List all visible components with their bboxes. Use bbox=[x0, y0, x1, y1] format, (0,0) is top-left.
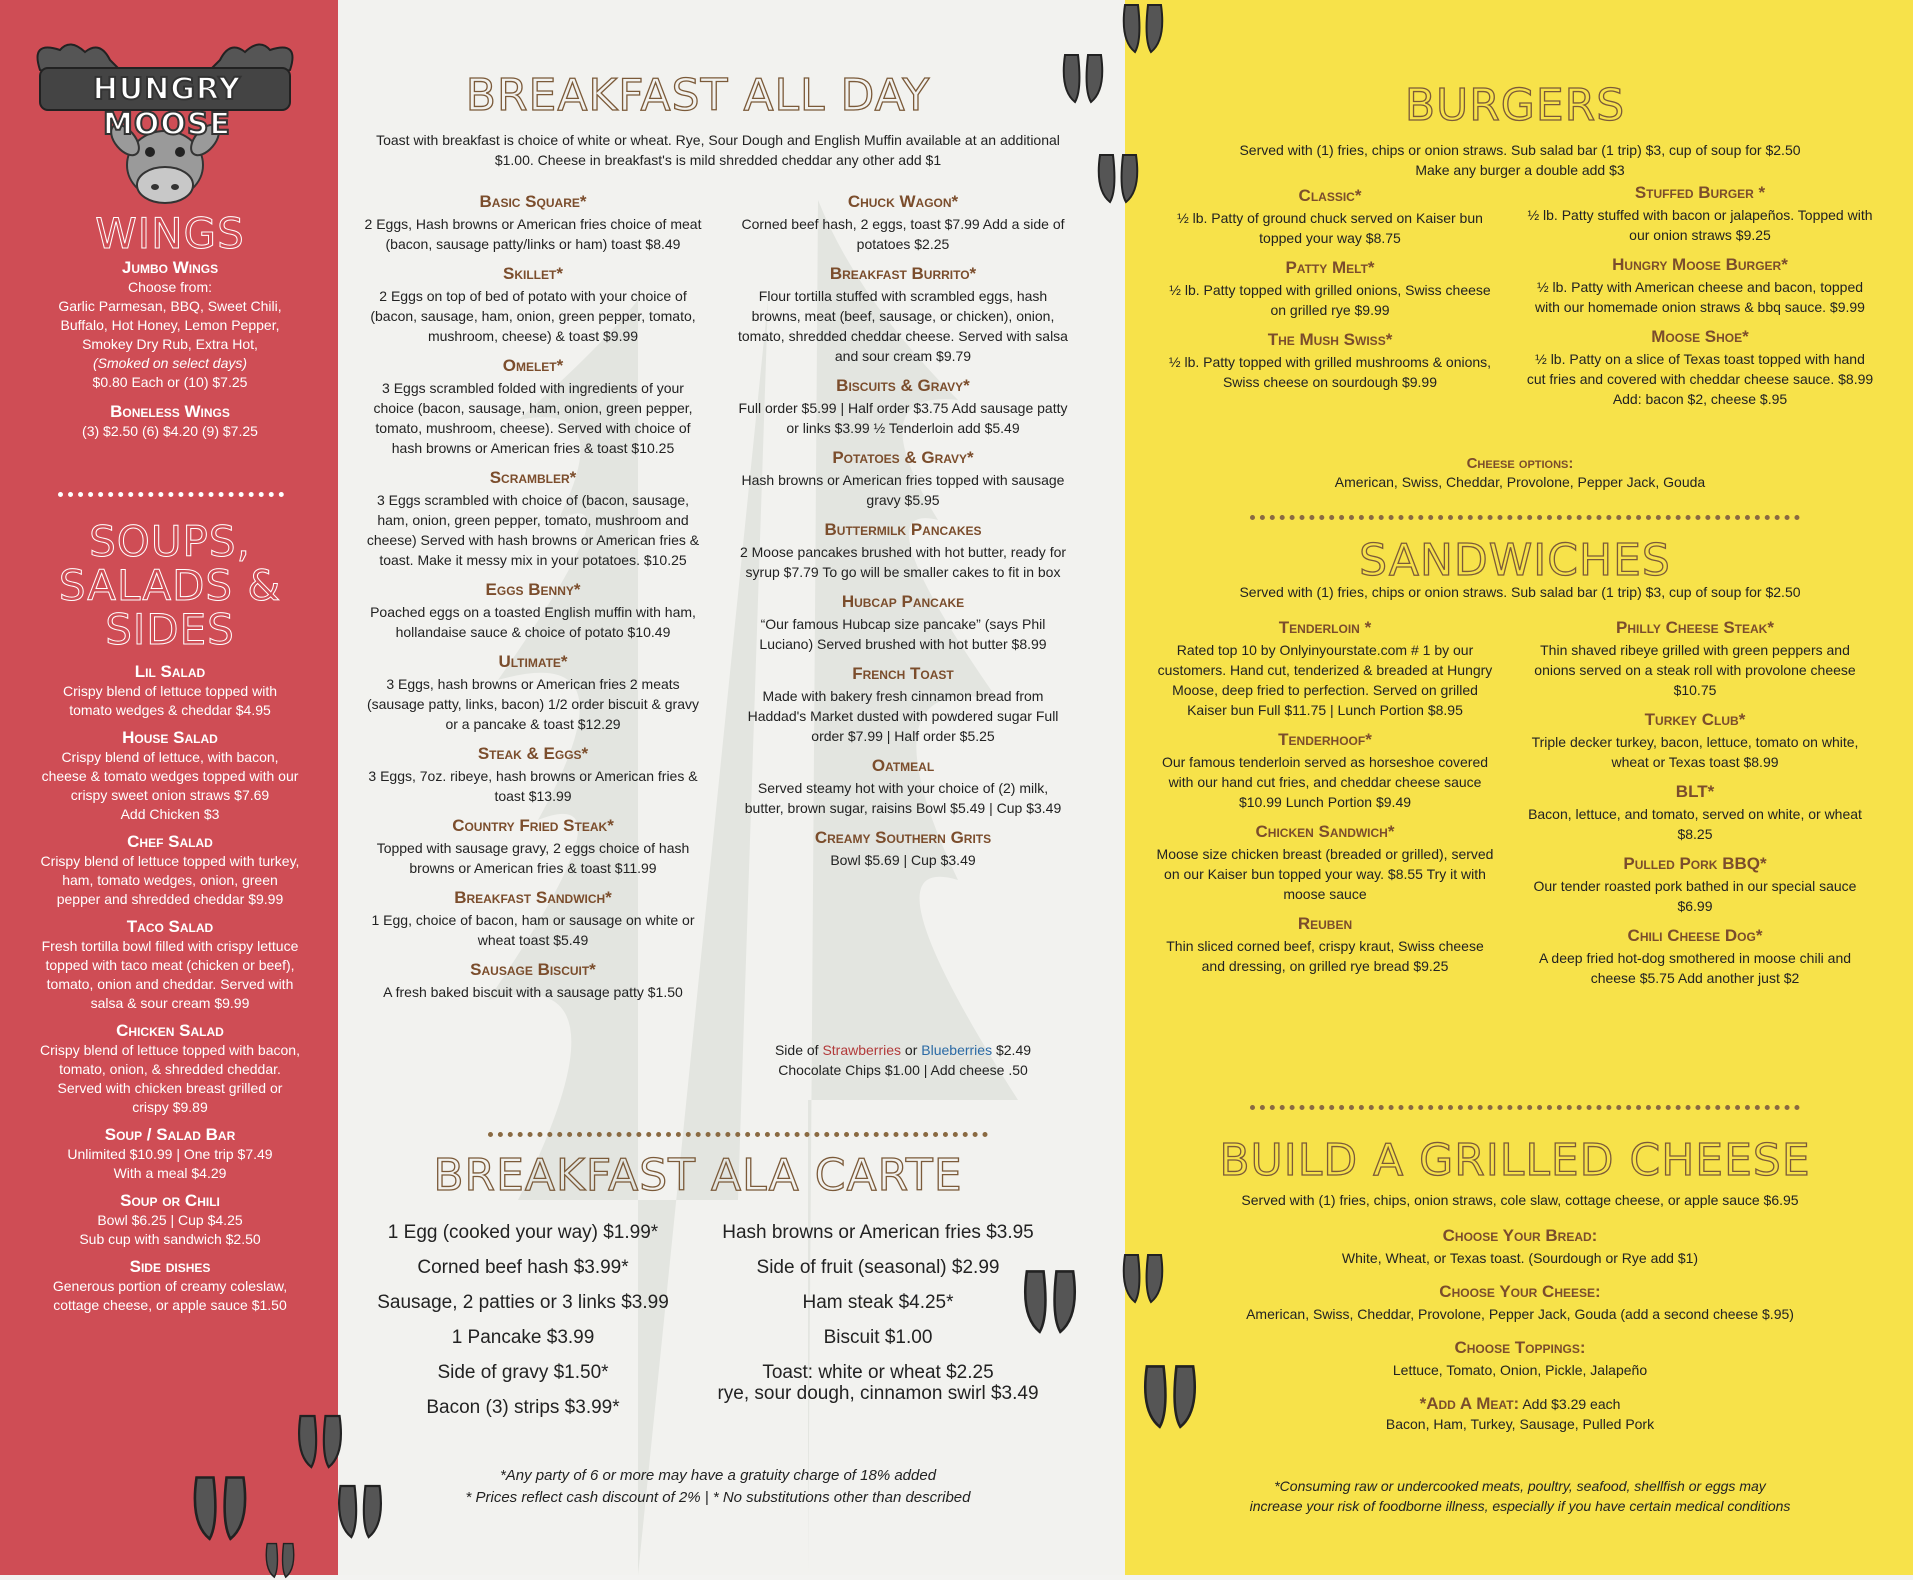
moose-track-icon bbox=[255, 1540, 305, 1580]
ala-carte-item: Hash browns or American fries $3.95 bbox=[722, 1222, 1034, 1243]
burger-item-description: ½ lb. Patty of ground chuck served on Kaiser bun topped your way $8.75 bbox=[1177, 210, 1483, 246]
sandwich-item-name: Tenderhoof* bbox=[1278, 730, 1372, 749]
hungry-moose-logo bbox=[30, 40, 300, 200]
ala-carte-item: Toast: white or wheat $2.25 bbox=[762, 1362, 994, 1383]
divider bbox=[1250, 1105, 1800, 1110]
breakfast-item-name: Sausage Biscuit* bbox=[470, 960, 596, 979]
breakfast-item-description: 2 Eggs on top of bed of potato with your choice of (bacon, sausage, ham, onion, green pepper, tomato, mushroom, cheese) & toast $9.99 bbox=[370, 288, 696, 344]
menu-item-description: Crispy blend of lettuce topped with turkey, ham, tomato wedges, onion, green pepper and shredded cheddar $9.99 bbox=[40, 853, 300, 908]
burgers-column-1 bbox=[1165, 186, 1495, 392]
menu-item-description: Fresh tortilla bowl filled with crispy lettuce topped with taco meat (chicken or beef), tomato, onion and cheddar. Served with salsa & sour cream $9.99 bbox=[41, 938, 299, 1012]
sandwiches-column-1 bbox=[1155, 618, 1495, 976]
breakfast-item-description: 2 Eggs, Hash browns or American fries choice of meat (bacon, sausage patty/links or ham) toast $8.49 bbox=[364, 216, 702, 252]
soups-title-line-1: SOUPS, bbox=[89, 517, 251, 566]
ala-carte-item: Sausage, 2 patties or 3 links $3.99 bbox=[377, 1292, 669, 1313]
sandwich-item-name: Turkey Club* bbox=[1644, 710, 1746, 729]
sandwich-item-description: Moose size chicken breast (breaded or grilled), served on our Kaiser bun topped your way. $8.55 Try it with moose sauce bbox=[1156, 846, 1494, 902]
breakfast-item-description: “Our famous Hubcap size pancake” (says Phil Luciano) Served brushed with hot butter $8.99 bbox=[759, 616, 1047, 652]
burger-item-name: Classic* bbox=[1298, 186, 1362, 205]
sandwich-item-description: Bacon, lettuce, and tomato, served on white, or wheat $8.25 bbox=[1528, 806, 1862, 842]
breakfast-all-day-title: BREAKFAST ALL DAY bbox=[465, 70, 931, 121]
wings-section bbox=[40, 209, 300, 441]
menu-item-description: Crispy blend of lettuce topped with tomato wedges & cheddar $4.95 bbox=[62, 683, 277, 719]
breakfast-item-name: Eggs Benny* bbox=[485, 580, 581, 599]
menu-item-description: Generous portion of creamy coleslaw, cottage cheese, or apple sauce $1.50 bbox=[52, 1278, 288, 1314]
side-fruit-line bbox=[738, 1040, 1068, 1060]
add-meat-options: Bacon, Ham, Turkey, Sausage, Pulled Pork bbox=[1385, 1416, 1655, 1432]
breakfast-item-name: Country Fried Steak* bbox=[452, 816, 614, 835]
ala-carte-item: Bacon (3) strips $3.99* bbox=[426, 1397, 620, 1418]
breakfast-item-name: Ultimate* bbox=[498, 652, 568, 671]
cheese-options-list: American, Swiss, Cheddar, Provolone, Pepper Jack, Gouda bbox=[1334, 474, 1706, 490]
or-label: or bbox=[904, 1042, 918, 1058]
menu-item-description: Crispy blend of lettuce, with bacon, cheese & tomato wedges topped with our crispy sweet onion straws $7.69 bbox=[41, 749, 299, 804]
breakfast-item-name: Buttermilk Pancakes bbox=[824, 520, 982, 539]
burgers-intro-line-2: Make any burger a double add $3 bbox=[1415, 162, 1625, 178]
breakfast-item-name: Breakfast Burrito* bbox=[829, 264, 977, 283]
sandwiches-title: SANDWICHES bbox=[1359, 535, 1671, 586]
breakfast-item-name: Breakfast Sandwich* bbox=[454, 888, 612, 907]
ala-carte-item: rye, sour dough, cinnamon swirl $3.49 bbox=[717, 1383, 1039, 1404]
breakfast-item-description: Hash browns or American fries topped with sausage gravy $5.95 bbox=[741, 472, 1065, 508]
breakfast-item-description: Flour tortilla stuffed with scrambled eggs, hash browns, meat (beef, sausage, or chicken), onion, tomato, shredded cheddar cheese. Served with salsa and sour cream $9.79 bbox=[738, 288, 1068, 364]
wings-flavors: Garlic Parmesan, BBQ, Sweet Chili, Buffalo, Hot Honey, Lemon Pepper, Smokey Dry Rub, Extra Hot, bbox=[58, 298, 282, 353]
menu-item-name: Soup or Chili bbox=[120, 1191, 220, 1211]
cheese-options bbox=[1185, 455, 1855, 492]
ala-carte-item: 1 Egg (cooked your way) $1.99* bbox=[387, 1222, 659, 1243]
breakfast-item-name: French Toast bbox=[852, 664, 954, 683]
burger-item-description: ½ lb. Patty stuffed with bacon or jalapeños. Topped with our onion straws $9.25 bbox=[1527, 207, 1873, 243]
ala-carte-right bbox=[698, 1215, 1058, 1411]
sandwich-item-name: BLT* bbox=[1675, 782, 1715, 801]
choose-toppings-text: Lettuce, Tomato, Onion, Pickle, Jalapeño bbox=[1392, 1362, 1648, 1378]
add-meat-line bbox=[1145, 1394, 1895, 1414]
breakfast-item-name: Steak & Eggs* bbox=[477, 744, 589, 763]
boneless-wings-name: Boneless Wings bbox=[110, 402, 230, 422]
strawberries-label: Strawberries bbox=[822, 1042, 902, 1058]
burgers-title: BURGERS bbox=[1404, 80, 1626, 131]
ala-carte-left bbox=[358, 1215, 688, 1425]
sandwiches-column-2 bbox=[1520, 618, 1870, 988]
moose-track-icon bbox=[1120, 1250, 1166, 1306]
menu-item-name: Taco Salad bbox=[126, 917, 214, 937]
jumbo-wings-name: Jumbo Wings bbox=[121, 258, 219, 278]
breakfast-item-description: 3 Eggs, hash browns or American fries 2 meats (sausage patty, links, bacon) 1/2 order biscuit & gravy or a pancake & toast $12.29 bbox=[366, 676, 699, 732]
breakfast-item-description: Bowl $5.69 | Cup $3.49 bbox=[830, 852, 976, 868]
breakfast-item-description: 2 Moose pancakes brushed with hot butter, ready for syrup $7.79 To go will be smaller cakes to fit in box bbox=[739, 544, 1067, 580]
breakfast-item-description: Served steamy hot with your choice of (2) milk, butter, brown sugar, raisins Bowl $5.49 | Cup $3.49 bbox=[744, 780, 1062, 816]
burger-item-name: The Mush Swiss* bbox=[1267, 330, 1393, 349]
breakfast-item-name: Creamy Southern Grits bbox=[814, 828, 992, 847]
burger-item-name: Hungry Moose Burger* bbox=[1612, 255, 1788, 274]
menu-item-name: House Salad bbox=[122, 728, 218, 748]
sandwich-item-name: Philly Cheese Steak* bbox=[1616, 618, 1774, 637]
menu-item-name: Chicken Salad bbox=[116, 1021, 224, 1041]
menu-item-extra: Sub cup with sandwich $2.50 bbox=[79, 1231, 261, 1248]
side-fruit-block bbox=[738, 1040, 1068, 1080]
breakfast-item-description: 3 Eggs, 7oz. ribeye, hash browns or American fries & toast $13.99 bbox=[368, 768, 698, 804]
breakfast-item-description: 1 Egg, choice of bacon, ham or sausage on white or wheat toast $5.49 bbox=[371, 912, 695, 948]
divider bbox=[488, 1132, 988, 1137]
breakfast-item-name: Omelet* bbox=[502, 356, 564, 375]
add-meat-price: Add $3.29 each bbox=[1522, 1396, 1621, 1412]
soups-salads-list bbox=[40, 662, 300, 1315]
side-price: $2.49 bbox=[995, 1042, 1032, 1058]
burger-item-description: ½ lb. Patty topped with grilled onions, Swiss cheese on grilled rye $9.99 bbox=[1169, 282, 1491, 318]
burger-item-description: ½ lb. Patty on a slice of Texas toast topped with hand cut fries and covered with cheddar cheese sauce. $8.99 Add: bacon $2, cheese $.95 bbox=[1526, 351, 1874, 407]
menu-item-description: Bowl $6.25 | Cup $4.25 bbox=[97, 1212, 243, 1229]
breakfast-item-description: Made with bakery fresh cinnamon bread from Haddad's Market dusted with powdered sugar Full order $7.99 | Half order $5.25 bbox=[747, 688, 1059, 744]
grilled-cheese-title: BUILD A GRILLED CHEESE bbox=[1219, 1135, 1811, 1186]
ala-carte-item: Biscuit $1.00 bbox=[823, 1327, 933, 1348]
breakfast-ala-carte-title: BREAKFAST ALA CARTE bbox=[433, 1150, 963, 1201]
menu-item-name: Lil Salad bbox=[134, 662, 206, 682]
sandwich-item-description: Thin shaved ribeye grilled with green peppers and onions served on a steak roll with provolone cheese $10.75 bbox=[1534, 642, 1856, 698]
side-prefix: Side of bbox=[774, 1042, 819, 1058]
sandwich-item-name: Chicken Sandwich* bbox=[1255, 822, 1395, 841]
cheese-options-label: Cheese options: bbox=[1466, 455, 1574, 472]
burgers-column-2 bbox=[1525, 183, 1875, 409]
food-safety-warning-line-2: increase your risk of foodborne illness, especially if you have certain medical conditions bbox=[1249, 1498, 1791, 1514]
divider bbox=[58, 492, 284, 497]
choose-cheese-text: American, Swiss, Cheddar, Provolone, Pepper Jack, Gouda (add a second cheese $.95) bbox=[1246, 1306, 1794, 1322]
moose-track-icon bbox=[1060, 50, 1106, 106]
boneless-wings-price: (3) $2.50 (6) $4.20 (9) $7.25 bbox=[82, 423, 258, 440]
breakfast-item-name: Biscuits & Gravy* bbox=[836, 376, 970, 395]
menu-item-description: Crispy blend of lettuce topped with bacon, tomato, onion, & shredded cheddar. Served with chicken breast grilled or crispy $9.89 bbox=[40, 1042, 300, 1116]
menu-item-extra: With a meal $4.29 bbox=[113, 1165, 227, 1182]
brand-name: HUNGRY MOOSE bbox=[92, 72, 242, 142]
sandwich-item-name: Reuben bbox=[1297, 914, 1353, 933]
menu-item-name: Soup / Salad Bar bbox=[104, 1125, 236, 1145]
breakfast-item-description: Full order $5.99 | Half order $3.75 Add sausage patty or links $3.99 ½ Tenderloin add $5.49 bbox=[738, 400, 1068, 436]
soups-title-line-2: SALADS & bbox=[58, 561, 282, 611]
party-gratuity-note: *Any party of 6 or more may have a gratuity charge of 18% added bbox=[499, 1467, 937, 1484]
moose-track-icon bbox=[190, 1470, 250, 1545]
food-safety-warning bbox=[1145, 1476, 1895, 1516]
sandwich-item-name: Tenderloin * bbox=[1278, 618, 1372, 637]
sandwich-item-description: Rated top 10 by Onlyinyourstate.com # 1 by our customers. Hand cut, tenderized & breaded at Hungry Moose, deep fried to perfection. Served on grilled Kaiser bun Full $11.75 | Lunch Portion $8.95 bbox=[1157, 642, 1493, 718]
burgers-intro-line-1: Served with (1) fries, chips or onion straws. Sub salad bar (1 trip) $3, cup of soup for $2.50 bbox=[1239, 142, 1801, 158]
choose-bread-heading: Choose Your Bread: bbox=[1442, 1226, 1598, 1245]
moose-track-icon bbox=[1095, 150, 1141, 206]
moose-track-icon bbox=[1120, 0, 1166, 56]
blueberries-label: Blueberries bbox=[921, 1042, 993, 1058]
price-discount-note: * Prices reflect cash discount of 2% | * No substitutions other than described bbox=[465, 1489, 971, 1506]
ala-carte-item: Corned beef hash $3.99* bbox=[417, 1257, 629, 1278]
choose-cheese-heading: Choose Your Cheese: bbox=[1439, 1282, 1601, 1301]
breakfast-item-description: 3 Eggs scrambled with choice of (bacon, sausage, ham, onion, green pepper, tomato, mushroom and cheese) Served with hash browns or American fries & toast. Make it messy mix in your potatoes. $10.25 bbox=[366, 492, 700, 568]
breakfast-item-description: 3 Eggs scrambled folded with ingredients of your choice (bacon, sausage, ham, onion, green pepper, tomato, mushroom, cheese). Served with choice of hash browns or American fries & toast $10.25 bbox=[373, 380, 693, 456]
burger-item-name: Patty Melt* bbox=[1285, 258, 1375, 277]
breakfast-item-name: Oatmeal bbox=[871, 756, 935, 775]
soups-title-line-3: SIDES bbox=[105, 605, 235, 655]
chocolate-chips-line: Chocolate Chips $1.00 | Add cheese .50 bbox=[778, 1062, 1028, 1078]
food-safety-warning-line-1: *Consuming raw or undercooked meats, poultry, seafood, shellfish or eggs may bbox=[1274, 1478, 1766, 1494]
breakfast-item-description: Poached eggs on a toasted English muffin with ham, hollandaise sauce & choice of potato $10.49 bbox=[370, 604, 696, 640]
sandwich-item-name: Chili Cheese Dog* bbox=[1627, 926, 1763, 945]
choose-bread-text: White, Wheat, or Texas toast. (Sourdough or Rye add $1) bbox=[1341, 1250, 1699, 1266]
right-panel bbox=[1125, 0, 1913, 1575]
ala-carte-item: Ham steak $4.25* bbox=[802, 1292, 954, 1313]
burger-item-name: Stuffed Burger * bbox=[1634, 183, 1766, 202]
menu-item-name: Side dishes bbox=[129, 1257, 211, 1277]
moose-track-icon bbox=[1140, 1360, 1200, 1432]
burger-item-description: ½ lb. Patty topped with grilled mushrooms & onions, Swiss cheese on sourdough $9.99 bbox=[1168, 354, 1492, 390]
breakfast-column-1 bbox=[363, 192, 703, 1002]
breakfast-item-name: Hubcap Pancake bbox=[841, 592, 965, 611]
sandwich-item-description: Our tender roasted pork bathed in our special sauce $6.99 bbox=[1533, 878, 1857, 914]
menu-item-name: Chef Salad bbox=[127, 832, 213, 852]
ala-carte-item: Side of fruit (seasonal) $2.99 bbox=[756, 1257, 1000, 1278]
breakfast-item-name: Chuck Wagon* bbox=[847, 192, 959, 211]
add-meat-heading: *Add A Meat: bbox=[1419, 1394, 1520, 1413]
moose-track-icon bbox=[295, 1410, 345, 1472]
grilled-cheese-block bbox=[1145, 1190, 1895, 1434]
menu-item-extra: Add Chicken $3 bbox=[120, 806, 220, 823]
burger-item-description: ½ lb. Patty with American cheese and bacon, topped with our homemade onion straws & bbq sauce. $9.99 bbox=[1535, 279, 1865, 315]
left-panel bbox=[0, 0, 338, 1575]
breakfast-item-description: Topped with sausage gravy, 2 eggs choice of hash browns or American fries & toast $11.99 bbox=[376, 840, 690, 876]
ala-carte-item: 1 Pancake $3.99 bbox=[451, 1327, 595, 1348]
burger-item-name: Moose Shoe* bbox=[1651, 327, 1749, 346]
breakfast-intro: Toast with breakfast is choice of white or wheat. Rye, Sour Dough and English Muffin available at an additional $1.00. Cheese in breakfast's is mild shredded cheddar any other add $1 bbox=[376, 132, 1060, 168]
breakfast-item-description: Corned beef hash, 2 eggs, toast $7.99 Add a side of potatoes $2.25 bbox=[741, 216, 1065, 252]
moose-track-icon bbox=[1020, 1265, 1080, 1337]
moose-track-icon bbox=[335, 1480, 385, 1542]
middle-panel bbox=[338, 0, 1125, 1575]
wings-price: $0.80 Each or (10) $7.25 bbox=[92, 374, 248, 391]
sandwich-item-name: Pulled Pork BBQ* bbox=[1623, 854, 1767, 873]
breakfast-item-name: Potatoes & Gravy* bbox=[832, 448, 974, 467]
wings-title: WINGS bbox=[95, 209, 245, 258]
breakfast-item-name: Skillet* bbox=[503, 264, 563, 283]
ala-carte-item: Side of gravy $1.50* bbox=[437, 1362, 609, 1383]
sandwich-item-description: Our famous tenderloin served as horseshoe covered with our hand cut fries, and cheddar cheese sauce $10.99 Lunch Portion $9.49 bbox=[1161, 754, 1489, 810]
breakfast-column-2 bbox=[738, 192, 1068, 870]
breakfast-item-name: Basic Square* bbox=[479, 192, 587, 211]
sandwich-item-description: Thin sliced corned beef, crispy kraut, Swiss cheese and dressing, on grilled rye bread $9.25 bbox=[1166, 938, 1484, 974]
breakfast-item-name: Scrambler* bbox=[489, 468, 577, 487]
choose-toppings-heading: Choose Toppings: bbox=[1454, 1338, 1586, 1357]
menu-item-description: Unlimited $10.99 | One trip $7.49 bbox=[67, 1146, 273, 1163]
burgers-intro bbox=[1145, 140, 1895, 180]
grilled-cheese-intro: Served with (1) fries, chips, onion straws, cole slaw, cottage cheese, or apple sauce $6.95 bbox=[1241, 1192, 1799, 1208]
sandwich-item-description: Triple decker turkey, bacon, lettuce, tomato on white, wheat or Texas toast $8.99 bbox=[1531, 734, 1859, 770]
sandwich-item-description: A deep fried hot-dog smothered in moose chili and cheese $5.75 Add another just $2 bbox=[1538, 950, 1852, 986]
soups-salads-section bbox=[40, 517, 300, 1315]
wings-choose: Choose from: bbox=[127, 279, 213, 296]
wings-smoked-note: (Smoked on select days) bbox=[92, 355, 248, 372]
breakfast-item-description: A fresh baked biscuit with a sausage patty $1.50 bbox=[383, 984, 683, 1000]
sandwiches-intro: Served with (1) fries, chips or onion straws. Sub salad bar (1 trip) $3, cup of soup for $2.50 bbox=[1239, 584, 1801, 600]
divider bbox=[1250, 515, 1800, 520]
